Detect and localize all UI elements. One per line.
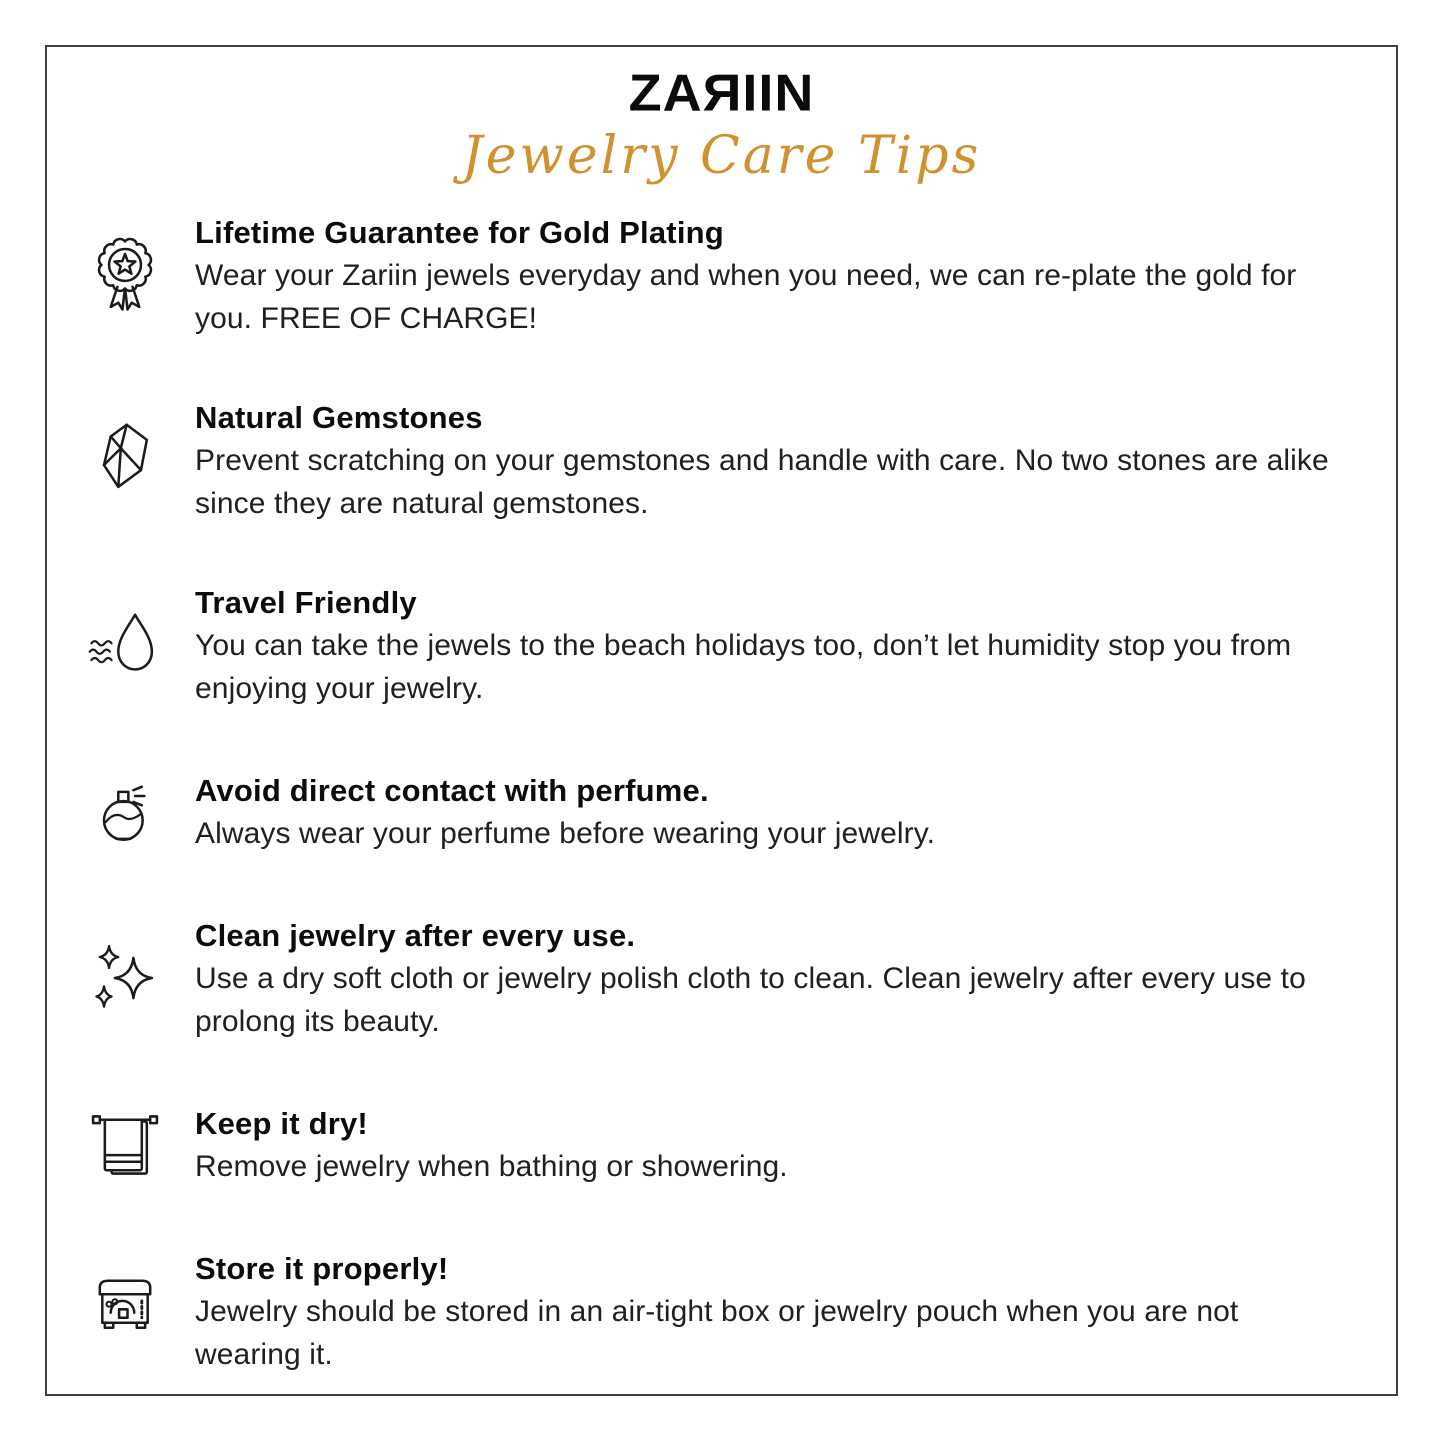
jewelry-box-icon — [81, 1265, 169, 1357]
tips-list — [47, 211, 1396, 1376]
award-badge-icon — [81, 229, 169, 321]
tip-body: You can take the jewels to the beach holidays too, don’t let humidity stop you from enjoying your jewelry. — [195, 628, 1292, 705]
tip-natural-gemstones — [81, 396, 1348, 525]
tip-store-properly — [81, 1247, 1348, 1376]
brand-logo: ZAЯIIN — [628, 64, 815, 122]
tip-lifetime-guarantee — [81, 211, 1348, 340]
tip-body: Prevent scratching on your gemstones and handle with care. No two stones are alike since they are natural gemstones. — [195, 443, 1329, 520]
tip-heading: Avoid direct contact with perfume. — [195, 772, 709, 808]
tip-body: Use a dry soft cloth or jewelry polish cloth to clean. Clean jewelry after every use to prolong its beauty. — [195, 961, 1306, 1038]
water-drop-icon — [81, 599, 169, 691]
tip-text — [195, 1102, 788, 1188]
tip-text — [195, 581, 1348, 710]
tip-body: Remove jewelry when bathing or showering. — [195, 1149, 788, 1183]
tip-keep-it-dry — [81, 1099, 1348, 1191]
tip-text — [195, 396, 1348, 525]
tip-text — [195, 914, 1348, 1043]
tip-body: Always wear your perfume before wearing your jewelry. — [195, 816, 936, 850]
tip-heading: Keep it dry! — [195, 1105, 368, 1141]
tip-heading: Store it properly! — [195, 1250, 449, 1286]
poster-border-frame — [45, 45, 1398, 1396]
page-title: Jewelry Care Tips — [461, 125, 982, 186]
towel-icon — [81, 1099, 169, 1191]
tip-heading: Natural Gemstones — [195, 399, 483, 435]
poster-header — [47, 47, 1396, 185]
tip-travel-friendly — [81, 581, 1348, 710]
gemstone-icon — [81, 414, 169, 506]
perfume-bottle-icon — [81, 766, 169, 858]
tip-text — [195, 769, 935, 855]
tip-body: Wear your Zariin jewels everyday and when you need, we can re-plate the gold for you. FREE OF CHARGE! — [195, 258, 1297, 335]
tip-heading: Clean jewelry after every use. — [195, 917, 636, 953]
tip-text — [195, 211, 1348, 340]
tip-clean-jewelry — [81, 914, 1348, 1043]
tip-body: Jewelry should be stored in an air-tight box or jewelry pouch when you are not wearing it. — [195, 1294, 1239, 1371]
tip-avoid-perfume — [81, 766, 1348, 858]
tip-text — [195, 1247, 1348, 1376]
tip-heading: Travel Friendly — [195, 584, 417, 620]
sparkles-icon — [81, 932, 169, 1024]
tip-heading: Lifetime Guarantee for Gold Plating — [195, 214, 724, 250]
